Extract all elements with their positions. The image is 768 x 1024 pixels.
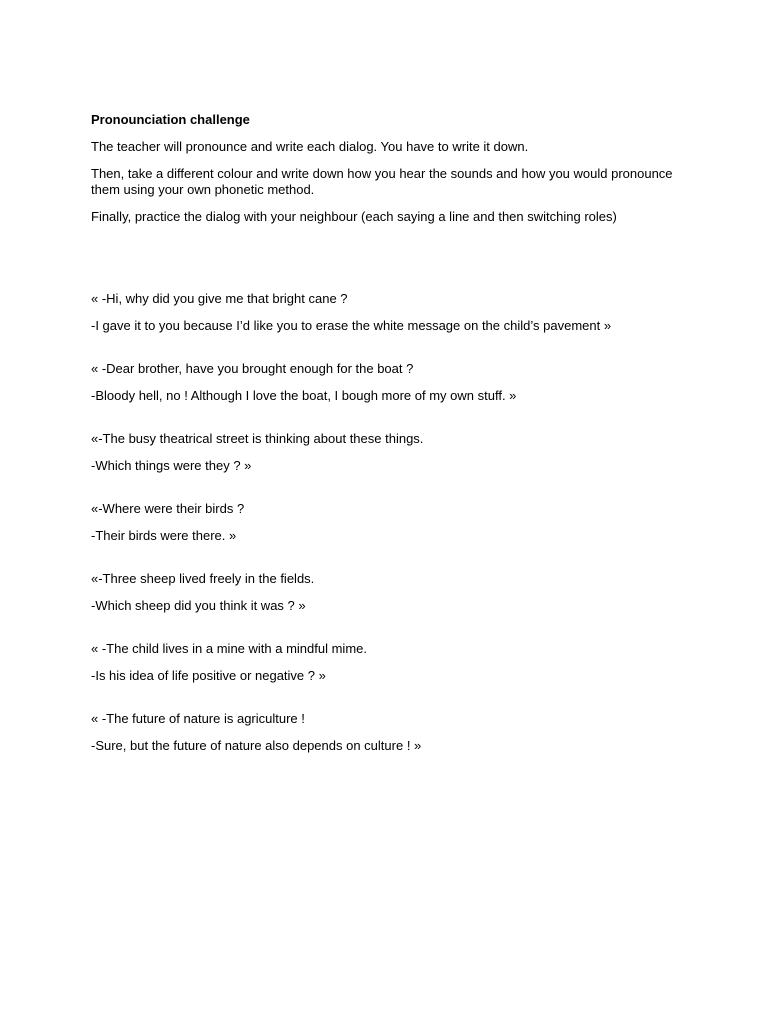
dialog-line: -Bloody hell, no ! Although I love the boat, I bough more of my own stuff. » [91,388,517,403]
dialog-line: -I gave it to you because I’d like you to erase the white message on the child’s pavement » [91,318,612,333]
dialog-line: «-The busy theatrical street is thinking about these things. [91,431,424,446]
dialog-line: « -The future of nature is agriculture ! [91,711,305,726]
spacer [91,236,691,291]
dialog-line: -Which things were they ? » [91,458,252,473]
document-title: Pronounciation challenge [91,112,250,127]
dialog-block [91,711,691,754]
dialog-block [91,291,691,334]
dialog-line: « -Dear brother, have you brought enough for the boat ? [91,361,414,376]
dialog-block [91,431,691,474]
dialog-line: «-Where were their birds ? [91,501,245,516]
dialog-block [91,361,691,404]
dialog-block [91,571,691,614]
dialog-line: -Their birds were there. » [91,528,237,543]
dialog-line: «-Three sheep lived freely in the fields. [91,571,315,586]
dialog-line: « -Hi, why did you give me that bright cane ? [91,291,348,306]
dialog-line: -Is his idea of life positive or negative ? » [91,668,326,683]
dialog-block [91,641,691,684]
dialog-line: -Which sheep did you think it was ? » [91,598,306,613]
document-content [91,112,691,781]
dialog-line: « -The child lives in a mine with a mindful mime. [91,641,367,656]
dialog-block [91,501,691,544]
instruction-paragraph: Then, take a different colour and write down how you hear the sounds and how you would pronounce them using your own phonetic method. [91,166,673,197]
instruction-paragraph: Finally, practice the dialog with your neighbour (each saying a line and then switching roles) [91,209,617,224]
dialog-line: -Sure, but the future of nature also depends on culture ! » [91,738,422,753]
instruction-paragraph: The teacher will pronounce and write each dialog. You have to write it down. [91,139,529,154]
